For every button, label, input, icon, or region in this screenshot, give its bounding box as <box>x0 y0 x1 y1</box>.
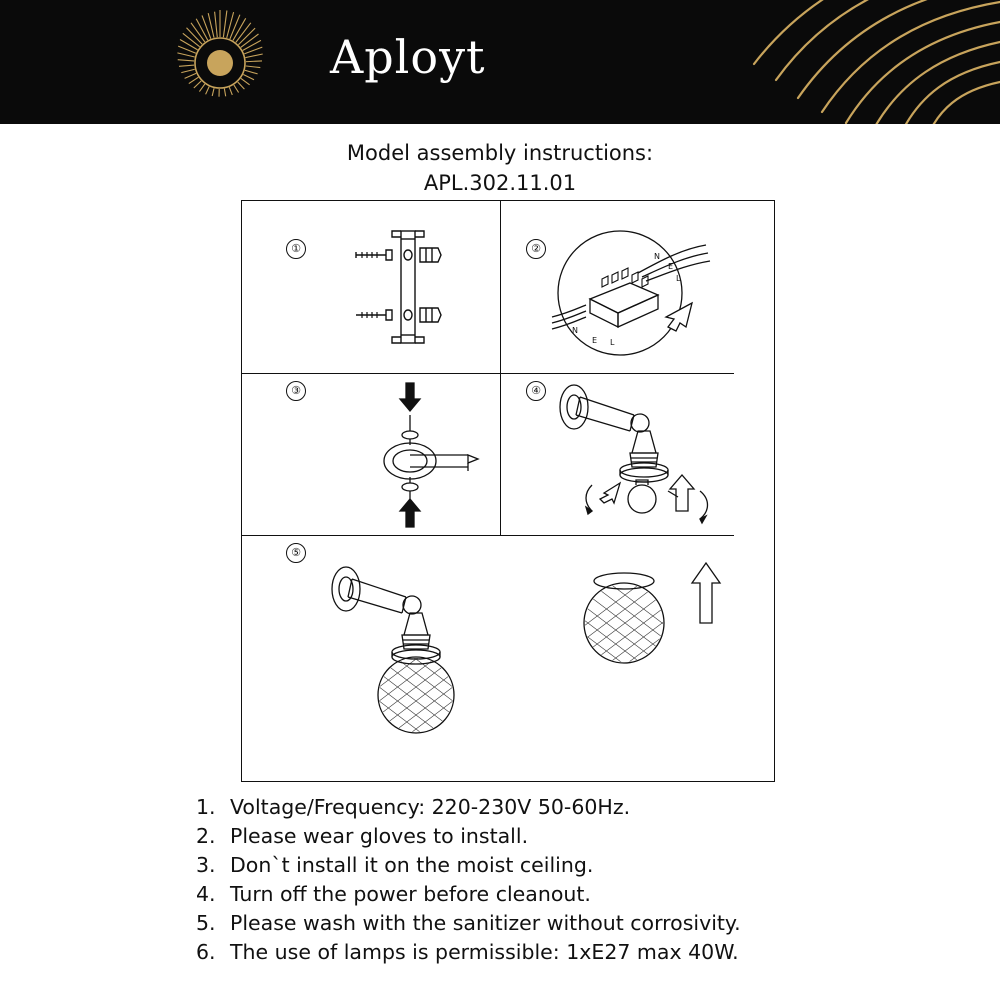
wire-label-l-left: L <box>610 338 615 347</box>
note-index: 6. <box>196 940 216 964</box>
note-text: Please wear gloves to install. <box>230 824 529 848</box>
note-text: Please wash with the sanitizer without corrosivity. <box>230 911 741 935</box>
list-item <box>196 938 896 967</box>
note-text: Don`t install it on the moist ceiling. <box>230 853 594 877</box>
up-arrow-icon <box>692 563 720 623</box>
step-number-2: ② <box>526 239 546 259</box>
sunburst-icon <box>160 8 280 118</box>
brand-name: Aployt <box>330 30 486 84</box>
ray-fan-icon <box>580 0 1000 124</box>
step-3-illustration <box>352 379 492 531</box>
note-text: Voltage/Frequency: 220-230V 50-60Hz. <box>230 795 631 819</box>
divider-vertical <box>500 201 501 535</box>
header-banner <box>0 0 1000 124</box>
title-line-2: APL.302.11.01 <box>423 171 577 195</box>
step-number-3: ③ <box>286 381 306 401</box>
list-item <box>196 880 896 909</box>
step-5-shade-detail <box>564 553 744 733</box>
step-number-4: ④ <box>526 381 546 401</box>
note-text: The use of lamps is permissible: 1xE27 max 40W. <box>230 940 739 964</box>
page-title <box>0 138 1000 198</box>
wire-label-e-left: E <box>592 336 598 345</box>
step-2-illustration <box>542 221 732 371</box>
list-item <box>196 822 896 851</box>
step-number-5: ⑤ <box>286 543 306 563</box>
note-index: 3. <box>196 853 216 877</box>
safety-notes-list <box>196 793 896 967</box>
list-item <box>196 793 896 822</box>
wire-label-n-right: N <box>654 252 660 261</box>
wire-label-l-right: L <box>676 274 681 283</box>
step-number-1: ① <box>286 239 306 259</box>
assembly-diagram-frame <box>241 200 775 782</box>
wire-label-e-right: E <box>668 262 674 271</box>
wire-label-n-left: N <box>572 326 578 335</box>
list-item <box>196 909 896 938</box>
note-index: 5. <box>196 911 216 935</box>
note-index: 4. <box>196 882 216 906</box>
list-item <box>196 851 896 880</box>
title-line-1: Model assembly instructions: <box>346 141 654 165</box>
note-index: 1. <box>196 795 216 819</box>
note-text: Turn off the power before cleanout. <box>230 882 591 906</box>
note-index: 2. <box>196 824 216 848</box>
step-4-illustration <box>542 371 742 539</box>
step-1-illustration <box>342 223 472 353</box>
step-5-illustration <box>314 553 544 753</box>
